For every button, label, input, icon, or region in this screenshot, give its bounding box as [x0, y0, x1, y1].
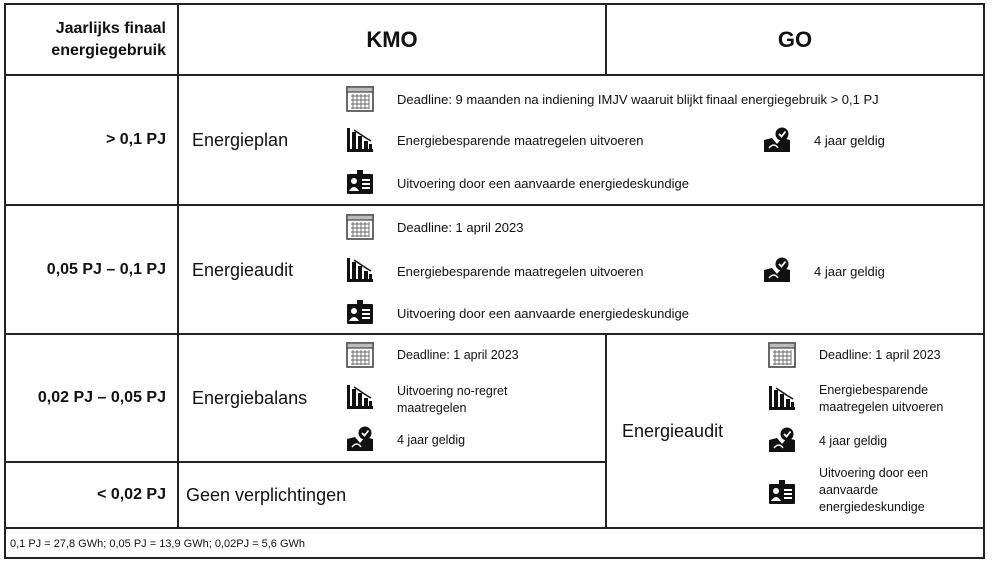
footnote: 0,1 PJ = 27,8 GWh; 0,05 PJ = 13,9 GWh; 0,02PJ = 5,6 GWh: [10, 537, 306, 550]
executor-line: aanvaarde: [819, 483, 879, 497]
expert-id-icon: [767, 478, 797, 506]
range-label: > 0,1 PJ: [105, 131, 166, 148]
header-line: Jaarlijks finaal: [55, 20, 166, 37]
action-line: Energiebesparende: [819, 383, 929, 397]
action-text: Energiebesparende maatregelen uitvoeren: [397, 263, 644, 279]
validity-text: 4 jaar geldig: [814, 132, 885, 148]
validity-check-icon: [767, 426, 797, 454]
measure-label: Energiebalans: [192, 387, 308, 408]
range-label: 0,05 PJ – 0,1 PJ: [46, 261, 166, 278]
header-go: GO: [777, 27, 813, 52]
go-measure-label: Energieaudit: [622, 420, 724, 441]
header-line: energiegebruik: [51, 42, 166, 59]
go-deadline-text: Deadline: 1 april 2023: [819, 348, 941, 362]
chart-decline-icon: [767, 384, 797, 412]
validity-check-icon: [762, 126, 792, 154]
range-label: < 0,02 PJ: [97, 486, 166, 503]
action-line: maatregelen uitvoeren: [819, 400, 944, 414]
expert-id-icon: [345, 298, 375, 326]
measure-label: Geen verplichtingen: [186, 484, 347, 505]
action-line: maatregelen: [397, 401, 467, 415]
validity-text: 4 jaar geldig: [814, 263, 885, 279]
go-action-text: [819, 382, 943, 416]
executor-text: Uitvoering door een aanvaarde energiedeskundige: [397, 305, 689, 321]
divider: [605, 333, 607, 528]
go-executor-text: [819, 465, 928, 516]
executor-line: energiedeskundige: [819, 500, 925, 514]
calendar-icon: [767, 341, 797, 369]
deadline-text: Deadline: 1 april 2023: [397, 348, 519, 362]
action-line: Uitvoering no-regret: [397, 384, 508, 398]
calendar-icon: [345, 85, 375, 113]
calendar-icon: [345, 213, 375, 241]
validity-text: 4 jaar geldig: [397, 433, 466, 447]
header-energy-use: [6, 5, 178, 75]
executor-text: Uitvoering door een aanvaarde energiedeskundige: [397, 175, 689, 191]
deadline-text: Deadline: 9 maanden na indiening IMJV waaruit blijkt finaal energiegebruik > 0,1 PJ: [397, 91, 879, 107]
chart-decline-icon: [345, 256, 375, 284]
range-label: 0,02 PJ – 0,05 PJ: [37, 389, 166, 406]
chart-decline-icon: [345, 126, 375, 154]
action-text: [397, 383, 507, 417]
go-validity-text: 4 jaar geldig: [819, 434, 888, 448]
header-kmo: KMO: [366, 27, 418, 52]
action-text: Energiebesparende maatregelen uitvoeren: [397, 132, 644, 148]
validity-check-icon: [762, 256, 792, 284]
calendar-icon: [345, 341, 375, 369]
executor-line: Uitvoering door een: [819, 466, 929, 480]
chart-decline-icon: [345, 383, 375, 411]
expert-id-icon: [345, 168, 375, 196]
measure-label: Energieaudit: [192, 259, 294, 280]
deadline-text: Deadline: 1 april 2023: [397, 219, 524, 235]
validity-check-icon: [345, 425, 375, 453]
measure-label: Energieplan: [192, 129, 289, 150]
